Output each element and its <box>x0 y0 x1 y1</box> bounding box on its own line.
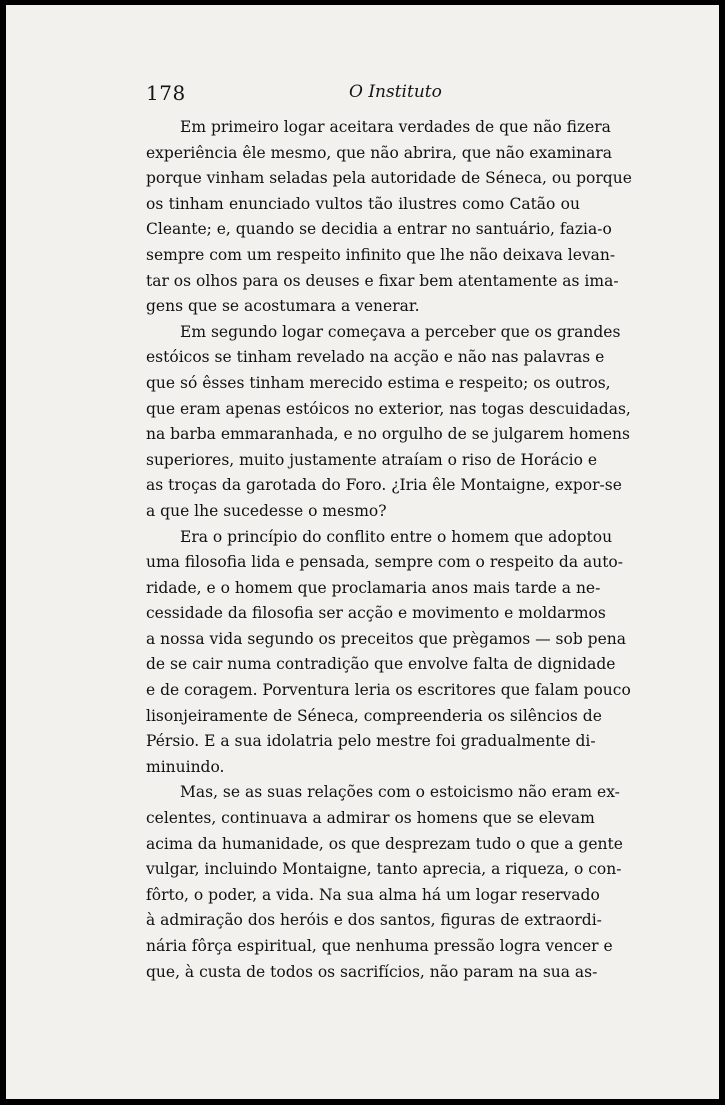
page-header <box>146 78 586 108</box>
text-line: vulgar, incluindo Montaigne, tanto aprecia, a riqueza, o con- <box>146 860 622 879</box>
paragraph <box>146 320 631 525</box>
paragraph <box>146 780 623 985</box>
text-line: Em primeiro logar aceitara verdades de que não fizera <box>180 118 611 136</box>
text-line: que eram apenas estóicos no exterior, nas togas descuidadas, <box>146 399 631 418</box>
text-line: a que lhe sucedesse o mesmo? <box>146 501 387 520</box>
book-page <box>6 5 719 1099</box>
text-line: as troças da garotada do Foro. ¿Iria êle Montaigne, expor-se <box>146 476 622 495</box>
text-line: os tinham enunciado vultos tão ilustres como Catão ou <box>146 194 580 213</box>
text-line: Pérsio. E a sua idolatria pelo mestre foi gradualmente di- <box>146 732 596 751</box>
text-line: tar os olhos para os deuses e fixar bem atentamente as ima- <box>146 271 619 290</box>
text-line: cessidade da filosofia ser acção e movimento e moldarmos <box>146 604 606 623</box>
text-line: que, à custa de todos os sacrifícios, não param na sua as- <box>146 962 598 981</box>
text-line: celentes, continuava a admirar os homens que se elevam <box>146 809 595 828</box>
body-text <box>146 115 632 985</box>
text-line: e de coragem. Porventura leria os escritores que falam pouco <box>146 681 631 700</box>
text-line: nária fôrça espiritual, que nenhuma pressão logra vencer e <box>146 937 613 955</box>
page-number: 178 <box>146 81 186 105</box>
text-line: à admiração dos heróis e dos santos, figuras de extraordi- <box>146 911 602 930</box>
paragraph <box>146 115 632 320</box>
running-title: O Instituto <box>349 82 442 102</box>
text-line: gens que se acostumara a venerar. <box>146 297 420 316</box>
text-line: na barba emmaranhada, e no orgulho de se julgarem homens <box>146 425 630 444</box>
text-line: Era o princípio do conflito entre o homem que adoptou <box>180 527 613 546</box>
text-line: de se cair numa contradição que envolve falta de dignidade <box>146 655 616 674</box>
text-line: Mas, se as suas relações com o estoicismo não eram ex- <box>180 783 620 802</box>
text-line: estóicos se tinham revelado na acção e não nas palavras e <box>146 348 605 367</box>
text-line: Cleante; e, quando se decidia a entrar no santuário, fazia-o <box>146 220 612 239</box>
text-line: fôrto, o poder, a vida. Na sua alma há um logar reservado <box>146 885 600 904</box>
text-line: porque vinham seladas pela autoridade de Séneca, ou porque <box>146 169 632 188</box>
text-line: experiência êle mesmo, que não abrira, que não examinara <box>146 143 612 162</box>
text-line: sempre com um respeito infinito que lhe não deixava levan- <box>146 245 616 264</box>
paragraph <box>146 525 631 781</box>
text-line: Em segundo logar começava a perceber que os grandes <box>180 322 621 341</box>
text-line: acima da humanidade, os que desprezam tudo o que a gente <box>146 834 623 853</box>
text-line: superiores, muito justamente atraíam o riso de Horácio e <box>146 450 598 469</box>
text-line: lisonjeiramente de Séneca, compreenderia os silêncios de <box>146 706 602 725</box>
text-line: uma filosofia lida e pensada, sempre com o respeito da auto- <box>146 553 624 572</box>
text-line: minuindo. <box>146 757 225 776</box>
text-line: a nossa vida segundo os preceitos que prègamos — sob pena <box>146 629 626 648</box>
text-line: que só êsses tinham merecido estima e respeito; os outros, <box>146 373 611 392</box>
text-line: ridade, e o homem que proclamaria anos mais tarde a ne- <box>146 578 601 597</box>
